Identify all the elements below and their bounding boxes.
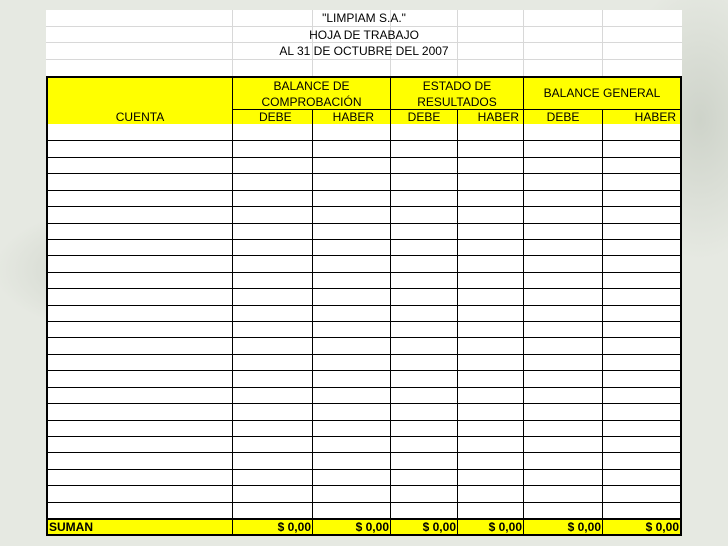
ledger-rows	[46, 124, 682, 518]
total-haber-resultados: $ 0,00	[488, 520, 522, 534]
header-debe-1: DEBE	[259, 110, 292, 124]
row-divider	[48, 502, 680, 503]
row-divider	[48, 305, 680, 306]
row-divider	[48, 469, 680, 470]
row-divider	[48, 288, 680, 289]
total-debe-general: $ 0,00	[567, 520, 601, 534]
row-divider	[48, 436, 680, 437]
total-debe-resultados: $ 0,00	[422, 520, 456, 534]
row-divider	[48, 452, 680, 453]
column-header	[46, 76, 682, 124]
header-balance-comprobacion-line2: COMPROBACIÓN	[261, 95, 362, 109]
row-divider	[48, 387, 680, 388]
total-haber-comprobacion: $ 0,00	[355, 520, 389, 534]
total-debe-comprobacion: $ 0,00	[277, 520, 311, 534]
row-divider	[48, 255, 680, 256]
totals-label: SUMAN	[49, 520, 93, 534]
company-name: "LIMPIAM S.A."	[322, 11, 406, 25]
header-haber-1: HABER	[332, 110, 374, 124]
row-divider	[48, 140, 680, 141]
header-cuenta: CUENTA	[115, 110, 165, 124]
row-divider	[48, 354, 680, 355]
row-divider	[48, 190, 680, 191]
row-divider	[48, 206, 680, 207]
header-balance-general: BALANCE GENERAL	[543, 86, 661, 100]
row-divider	[48, 337, 680, 338]
row-divider	[48, 370, 680, 371]
total-haber-general: $ 0,00	[645, 520, 679, 534]
row-divider	[48, 403, 680, 404]
header-estado-resultados-line2: RESULTADOS	[417, 95, 497, 109]
row-divider	[48, 485, 680, 486]
header-debe-2: DEBE	[407, 110, 441, 124]
header-debe-3: DEBE	[546, 110, 580, 124]
document-title: HOJA DE TRABAJO	[309, 28, 419, 42]
header-haber-3: HABER	[634, 110, 676, 124]
row-divider	[48, 272, 680, 273]
row-divider	[48, 321, 680, 322]
header-estado-resultados-line1: ESTADO DE	[422, 79, 492, 93]
header-haber-2: HABER	[477, 110, 519, 124]
row-divider	[48, 239, 680, 240]
header-balance-comprobacion-line1: BALANCE DE	[273, 79, 350, 93]
row-divider	[48, 173, 680, 174]
totals-row	[46, 518, 682, 536]
date-line: AL 31 DE OCTUBRE DEL 2007	[279, 44, 449, 58]
row-divider	[48, 420, 680, 421]
row-divider	[48, 157, 680, 158]
row-divider	[48, 223, 680, 224]
